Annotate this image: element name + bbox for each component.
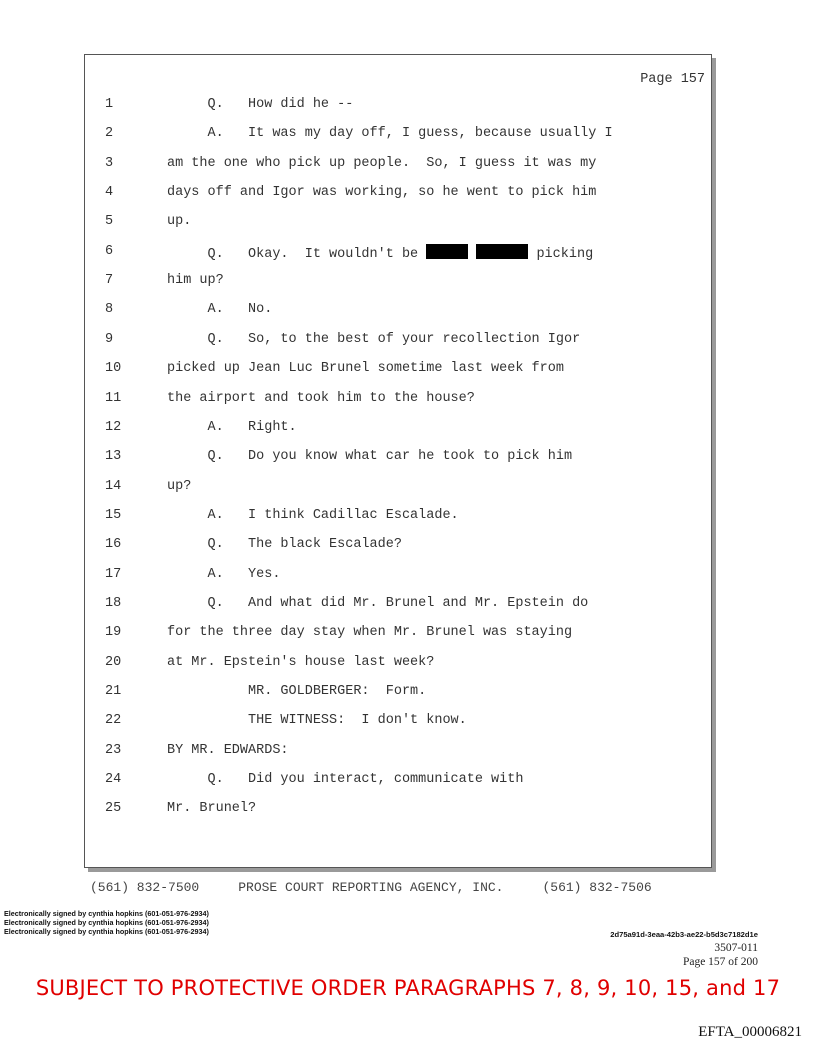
line-text-segment: Q. Do you know what car he took to pick him [167, 449, 573, 465]
line-number: 21 [105, 684, 122, 699]
line-number: 4 [105, 185, 114, 201]
line-number: 10 [105, 361, 122, 377]
line-text [167, 625, 572, 640]
line-text [167, 361, 564, 376]
line-number: 23 [105, 742, 122, 758]
line-number: 22 [105, 713, 122, 729]
redaction-box [426, 244, 468, 259]
line-text [167, 420, 297, 435]
line-text-segment: picking [528, 246, 594, 262]
line-number: 1 [105, 97, 114, 112]
line-text [167, 772, 523, 787]
line-text-segment: picked up Jean Luc Brunel sometime last week from [167, 361, 564, 377]
efta-identifier: EFTA_00006821 [698, 1024, 802, 1040]
line-text-segment: A. I think Cadillac Escalade. [167, 507, 459, 523]
line-text [167, 185, 596, 200]
line-number: 15 [105, 507, 122, 523]
line-text [167, 684, 426, 699]
line-text [167, 391, 475, 406]
line-text-segment: Q. So, to the best of your recollection Igor [167, 331, 581, 347]
line-text-segment: Q. How did he -- [167, 97, 354, 112]
line-text [167, 743, 289, 758]
line-text [167, 302, 272, 317]
line-text-segment: A. No. [167, 302, 273, 318]
line-text-segment: Q. And what did Mr. Brunel and Mr. Epstein do [167, 595, 589, 611]
line-text-segment: THE WITNESS: I don't know. [167, 713, 467, 729]
line-text [167, 567, 280, 582]
line-text [167, 596, 588, 611]
document-hash: 2d75a91d-3eaa-42b3-ae22-b5d3c7182d1e [610, 930, 758, 939]
line-number: 14 [105, 478, 122, 494]
line-text-segment: days off and Igor was working, so he went to pick him [167, 185, 597, 201]
line-text-segment: him up? [167, 273, 224, 289]
line-text [167, 97, 353, 112]
redaction-box [476, 244, 528, 259]
line-number: 8 [105, 302, 114, 318]
line-text-segment: up. [167, 214, 192, 230]
line-number: 18 [105, 595, 122, 611]
line-text-segment: Q. The black Escalade? [167, 537, 402, 553]
line-number: 11 [105, 390, 122, 406]
reporting-agency-footer: (561) 832-7500 PROSE COURT REPORTING AGENCY, INC. (561) 832-7506 [90, 880, 652, 895]
line-number: 9 [105, 331, 114, 347]
line-text [167, 713, 467, 728]
line-number: 16 [105, 537, 122, 553]
line-text-segment: BY MR. EDWARDS: [167, 742, 289, 758]
line-text [167, 479, 191, 494]
line-number: 7 [105, 273, 114, 289]
line-number: 6 [105, 243, 114, 259]
line-text [167, 508, 459, 523]
protective-order-banner: SUBJECT TO PROTECTIVE ORDER PARAGRAPHS 7, 8, 9, 10, 15, and 17 [35, 976, 781, 1000]
line-text [167, 126, 613, 141]
line-text [167, 332, 580, 347]
line-text-segment: A. It was my day off, I guess, because usually I [167, 126, 613, 142]
document-reference: 3507-011 [714, 942, 758, 954]
line-text [167, 273, 224, 288]
line-text-segment: Q. Did you interact, communicate with [167, 772, 524, 788]
line-number: 25 [105, 801, 122, 817]
line-number: 12 [105, 419, 122, 435]
line-text [167, 214, 191, 229]
transcript-page [84, 54, 712, 868]
line-text [167, 449, 572, 464]
e-signature-line: Electronically signed by cynthia hopkins (601-051-976-2934) [4, 909, 209, 918]
e-signature-line: Electronically signed by cynthia hopkins (601-051-976-2934) [4, 918, 209, 927]
e-signature-line: Electronically signed by cynthia hopkins (601-051-976-2934) [4, 927, 209, 936]
line-text-segment: Q. Okay. It wouldn't be [167, 246, 427, 262]
line-number: 2 [105, 126, 114, 142]
line-text-segment: MR. GOLDBERGER: Form. [167, 684, 427, 699]
line-number: 20 [105, 654, 122, 670]
line-text [167, 655, 434, 670]
page-label: Page 157 [640, 72, 705, 87]
line-text-segment: up? [167, 478, 192, 494]
line-text [167, 801, 256, 816]
line-text-segment: Mr. Brunel? [167, 801, 257, 817]
line-text-segment: A. Yes. [167, 566, 281, 582]
line-text-segment: at Mr. Epstein's house last week? [167, 654, 435, 670]
line-number: 13 [105, 449, 122, 465]
line-number: 24 [105, 772, 122, 788]
line-number: 5 [105, 214, 114, 230]
line-number: 3 [105, 155, 114, 171]
line-text-segment: am the one who pick up people. So, I guess it was my [167, 155, 597, 171]
line-number: 17 [105, 566, 122, 582]
page-of-count: Page 157 of 200 [682, 956, 758, 968]
line-text-segment: A. Right. [167, 419, 297, 435]
line-text-segment: the airport and took him to the house? [167, 390, 475, 406]
line-text [167, 156, 596, 171]
line-text [167, 537, 402, 552]
line-text-segment: for the three day stay when Mr. Brunel was staying [167, 625, 573, 641]
line-number: 19 [105, 625, 122, 641]
line-text [167, 244, 593, 262]
